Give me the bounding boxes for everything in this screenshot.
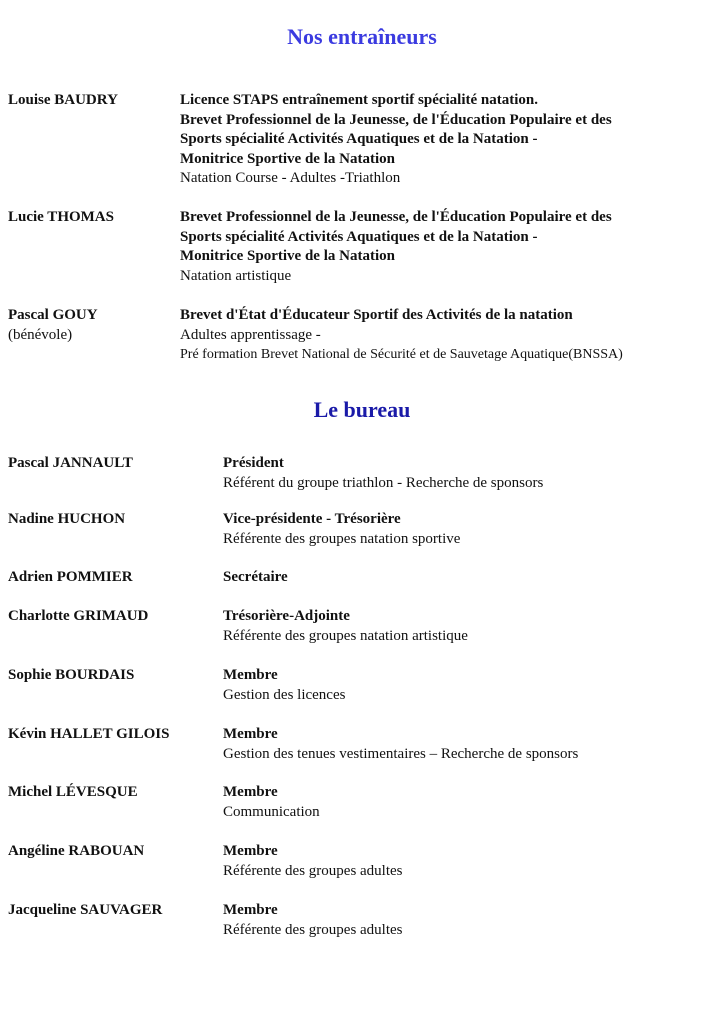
member-name: Adrien POMMIER xyxy=(8,569,133,585)
member-name: Sophie BOURDAIS xyxy=(8,667,135,683)
member-name: Nadine HUCHON xyxy=(8,511,126,527)
member-name: Angéline RABOUAN xyxy=(8,843,145,859)
member-name: Michel LÉVESQUE xyxy=(8,784,138,800)
member-role: Président Référent du groupe triathlon - Recherche de sponsors xyxy=(223,455,544,491)
coaches-heading: Nos entraîneurs xyxy=(287,24,437,49)
member-role: Membre Communication xyxy=(223,784,320,820)
member-name: Jacqueline SAUVAGER xyxy=(8,902,163,918)
coach-status: (bénévole) xyxy=(8,326,73,343)
member-role: Trésorière-Adjointe Référente des groupes natation artistique xyxy=(223,608,468,644)
coach-name: Louise BAUDRY xyxy=(8,92,118,108)
member-name: Charlotte GRIMAUD xyxy=(8,608,149,624)
member-name: Kévin HALLET GILOIS xyxy=(8,726,170,742)
member-role: Membre Référente des groupes adultes xyxy=(223,902,403,938)
coach-qualifications: Brevet d'État d'Éducateur Sportif des Activités de la natation Adultes apprentissage - Pré formation Brevet National de Sécurité et de Sauvetage Aquatique(BNSSA) xyxy=(180,307,623,362)
member-role: Membre Gestion des tenues vestimentaires – Recherche de sponsors xyxy=(223,726,579,762)
member-role: Vice-présidente - Trésorière Référente des groupes natation sportive xyxy=(223,511,461,547)
member-name: Pascal JANNAULT xyxy=(8,455,133,471)
board-heading: Le bureau xyxy=(313,397,411,422)
member-role: Membre Gestion des licences xyxy=(223,667,346,703)
member-role: Membre Référente des groupes adultes xyxy=(223,843,403,879)
coach-qualifications: Brevet Professionnel de la Jeunesse, de l'Éducation Populaire et des Sports spécialité Activités Aquatiques et de la Natation - Monitrice Sportive de la Natation Natation artistique xyxy=(180,209,612,284)
coach-name: Lucie THOMAS xyxy=(8,209,114,225)
coach-name: Pascal GOUY (bénévole) xyxy=(8,306,98,345)
member-role: Secrétaire xyxy=(223,569,288,585)
coach-qualifications: Licence STAPS entraînement sportif spécialité natation. Brevet Professionnel de la Jeunesse, de l'Éducation Populaire et des Sports spécialité Activités Aquatiques et de la Natation - Monitrice Sportive de la Natation Natation Course - Adultes -Triathlon xyxy=(180,92,612,186)
